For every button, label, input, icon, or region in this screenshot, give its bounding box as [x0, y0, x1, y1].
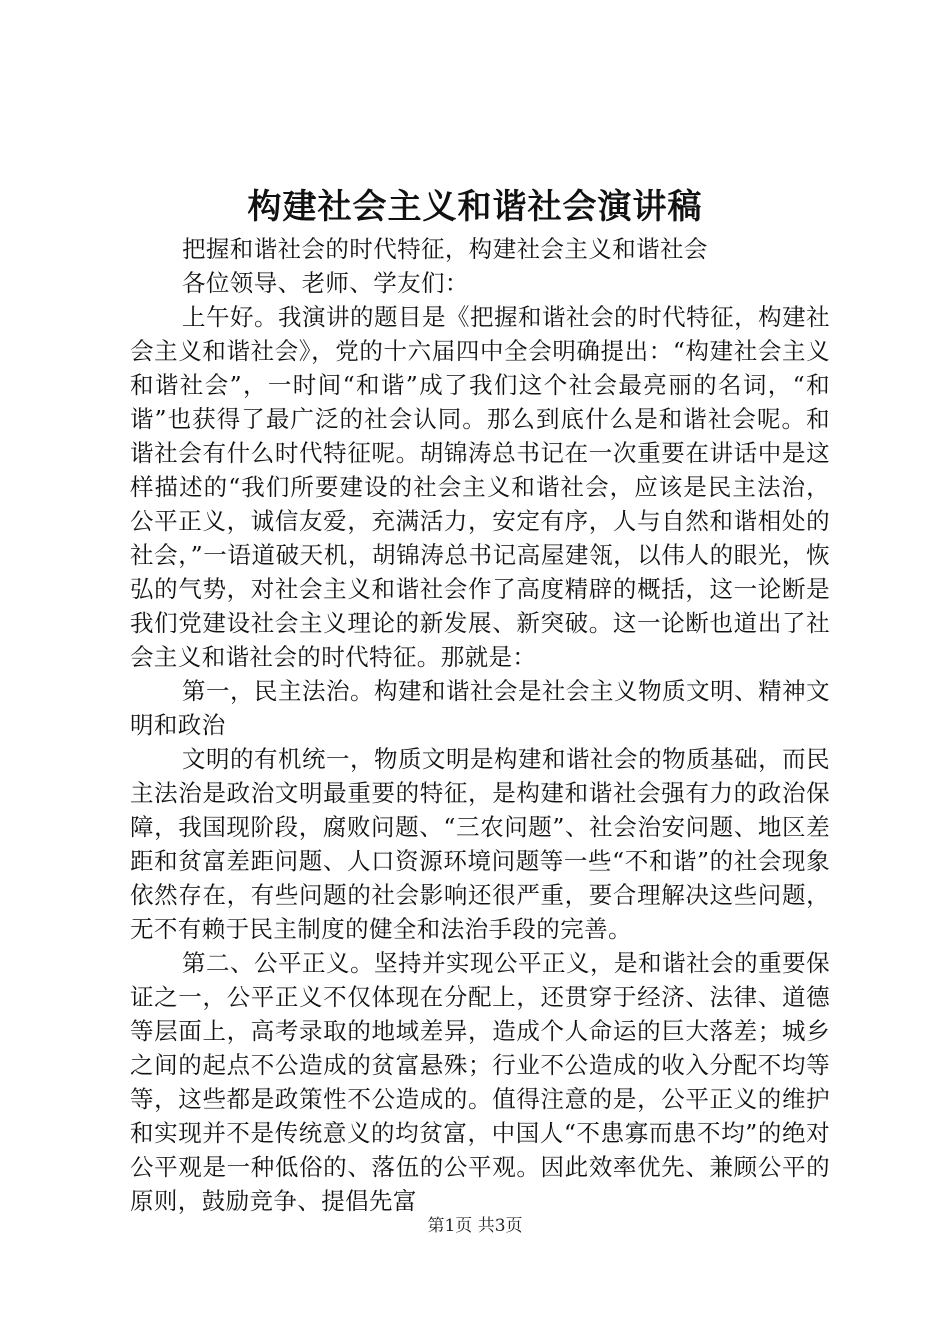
salutation-paragraph: 各位领导、老师、学友们： [182, 269, 469, 297]
page-footer: 第1页 共3页 [427, 1216, 523, 1236]
intro-paragraph: 上午好。我演讲的题目是《把握和谐社会的时代特征，构建社会主义和谐社会》，党的十六届四中全会明确提出：“构建社会主义和谐社会”，一时间“和谐”成了我们这个社会最亮丽的名词，“和谐”也获得了最广泛的社会认同。那么到底什么是和谐社会呢。和谐社会有什么时代特征呢。胡锦涛总书记在一次重要在讲话中是这样描述的“我们所要建设的社会主义和谐社会，应该是民主法治，公平正义，诚信友爱，充满活力，安定有序，人与自然和谐相处的社会，”一语道破天机，胡锦涛总书记高屋建瓴，以伟人的眼光，恢弘的气势，对社会主义和谐社会作了高度精辟的概括，这一论断是我们党建设社会主义理论的新发展、新突破。这一论断也道出了社会主义和谐社会的时代特征。那就是： [130, 303, 830, 671]
document-body [130, 232, 830, 1218]
document-title: 构建社会主义和谐社会演讲稿 [247, 187, 703, 227]
point-two-paragraph: 第二、公平正义。坚持并实现公平正义，是和谐社会的重要保证之一，公平正义不仅体现在分配上，还贯穿于经济、法律、道德等层面上，高考录取的地域差异，造成个人命运的巨大落差；城乡之间的起点不公造成的贫富悬殊；行业不公造成的收入分配不均等等，这些都是政策性不公造成的。值得注意的是，公平正义的维护和实现并不是传统意义的均贫富，中国人“不患寡而患不均”的绝对公平观是一种低俗的、落伍的公平观。因此效率优先、兼顾公平的原则，鼓励竞争、提倡先富 [130, 949, 830, 1215]
point-one-body-paragraph: 文明的有机统一，物质文明是构建和谐社会的物质基础，而民主法治是政治文明最重要的特征，是构建和谐社会强有力的政治保障，我国现阶段，腐败问题、“三农问题”、社会治安问题、地区差距和贫富差距问题、人口资源环境问题等一些“不和谐”的社会现象依然存在，有些问题的社会影响还很严重，要合理解决这些问题，无不有赖于民主制度的健全和法治手段的完善。 [130, 745, 830, 943]
subtitle-paragraph: 把握和谐社会的时代特征，构建社会主义和谐社会 [182, 235, 708, 263]
point-one-heading-paragraph: 第一，民主法治。构建和谐社会是社会主义物质文明、精神文明和政治 [130, 677, 830, 739]
